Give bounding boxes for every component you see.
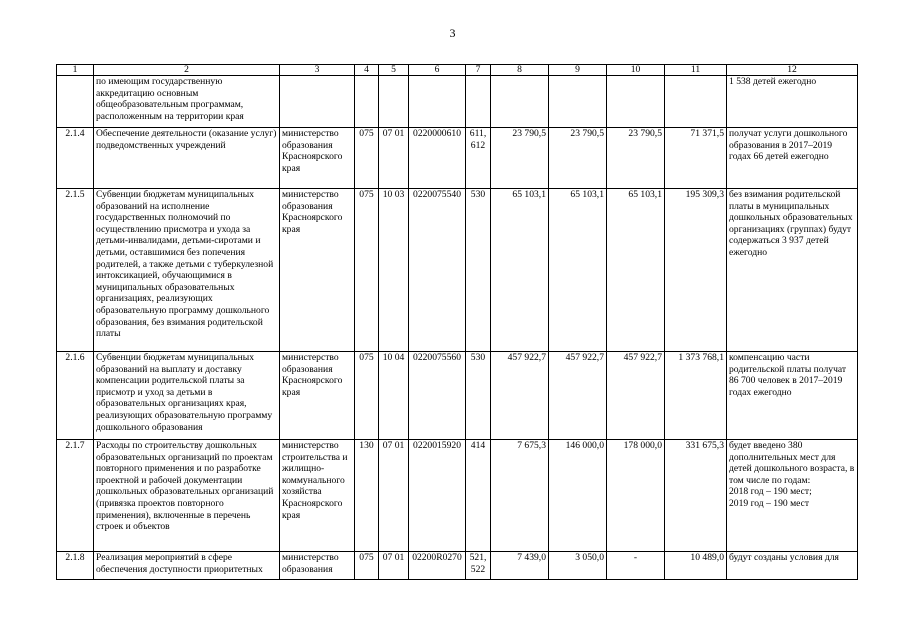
amount-year-3: - [607, 552, 665, 580]
amount-year-2: 3 050,0 [549, 552, 607, 580]
expected-result: будут созданы условия для [727, 552, 858, 580]
table-row [57, 352, 858, 440]
column-number-cell: 6 [409, 65, 466, 76]
measure-description: Обеспечение деятельности (оказание услуг) подведомственных учреждений [94, 128, 280, 189]
target-article-code: 0220000610 [409, 128, 466, 189]
expected-result: компенсацию части родительской платы получат 86 700 человек в 2017–2019 годах ежегодно [727, 352, 858, 440]
amount-year-1: 65 103,1 [491, 189, 549, 352]
page-number: 3 [449, 26, 456, 40]
ministry-code: 075 [355, 189, 379, 352]
amount-total: 1 373 768,1 [665, 352, 727, 440]
section-code: 07 01 [379, 440, 409, 552]
column-number-cell: 1 [57, 65, 94, 76]
table-row [57, 128, 858, 189]
expected-result: без взимания родительской платы в муниципальных дошкольных образовательных организациях (группах) будут содержаться 3 937 детей ежегодно [727, 189, 858, 352]
column-number-cell: 11 [665, 65, 727, 76]
amount-total: 10 489,0 [665, 552, 727, 580]
measure-number [57, 76, 94, 128]
expense-type-code: 521, 522 [466, 552, 491, 580]
expected-result: 1 538 детей ежегодно [727, 76, 858, 128]
table-row [57, 552, 858, 580]
column-numbers-row [57, 65, 858, 76]
target-article-code: 0220075540 [409, 189, 466, 352]
target-article-code: 0220075560 [409, 352, 466, 440]
column-number-cell: 10 [607, 65, 665, 76]
responsible-body: министерство образования Красноярского края [280, 128, 355, 189]
target-article-code: 0220015920 [409, 440, 466, 552]
amount-year-3: 457 922,7 [607, 352, 665, 440]
column-number-cell: 4 [355, 65, 379, 76]
amount-year-1: 457 922,7 [491, 352, 549, 440]
column-number-cell: 2 [94, 65, 280, 76]
column-number-cell: 3 [280, 65, 355, 76]
measure-description: Субвенции бюджетам муниципальных образований на исполнение государственных полномочий по осуществлению присмотра и ухода за детьми-инвалидами, детьми-сиротами и детьми, оставшимися без попечения родителей, а также детьми с туберкулезной интоксикацией, обучающимися в муниципальных образовательных организациях, реализующих образовательную программу дошкольного образования, без взимания родительской платы [94, 189, 280, 352]
column-number-cell: 9 [549, 65, 607, 76]
ministry-code: 075 [355, 128, 379, 189]
amount-year-3: 178 000,0 [607, 440, 665, 552]
measure-number: 2.1.5 [57, 189, 94, 352]
amount-year-1: 7 439,0 [491, 552, 549, 580]
section-code: 07 01 [379, 552, 409, 580]
measure-description: Расходы по строительству дошкольных образовательных организаций по проектам повторного применения и по разработке проектной и рабочей документации дошкольных образовательных организаций (привязка проектов повторного применения), включенные в перечень строек и объектов [94, 440, 280, 552]
responsible-body: министерство строительства и жилищно-коммунального хозяйства Красноярского края [280, 440, 355, 552]
table-row [57, 76, 858, 128]
amount-year-1 [491, 76, 549, 128]
target-article-code: 02200R0270 [409, 552, 466, 580]
ministry-code: 075 [355, 352, 379, 440]
amount-year-3: 23 790,5 [607, 128, 665, 189]
section-code: 07 01 [379, 128, 409, 189]
table-row [57, 440, 858, 552]
measure-description: Субвенции бюджетам муниципальных образований на выплату и доставку компенсации родительской платы за присмотр и уход за детьми в образовательных организациях края, реализующих образовательную программу дошкольного образования [94, 352, 280, 440]
amount-year-1: 23 790,5 [491, 128, 549, 189]
ministry-code [355, 76, 379, 128]
column-number-cell: 8 [491, 65, 549, 76]
ministry-code: 130 [355, 440, 379, 552]
target-article-code [409, 76, 466, 128]
amount-year-2: 146 000,0 [549, 440, 607, 552]
amount-year-2: 23 790,5 [549, 128, 607, 189]
ministry-code: 075 [355, 552, 379, 580]
amount-year-3: 65 103,1 [607, 189, 665, 352]
amount-year-2: 65 103,1 [549, 189, 607, 352]
expense-type-code: 530 [466, 352, 491, 440]
measure-number: 2.1.8 [57, 552, 94, 580]
amount-year-1: 7 675,3 [491, 440, 549, 552]
amount-year-3 [607, 76, 665, 128]
amount-total [665, 76, 727, 128]
measure-description: Реализация мероприятий в сфере обеспечения доступности приоритетных [94, 552, 280, 580]
responsible-body: министерство образования [280, 552, 355, 580]
expense-type-code: 611, 612 [466, 128, 491, 189]
column-number-cell: 7 [466, 65, 491, 76]
amount-total: 195 309,3 [665, 189, 727, 352]
expected-result: будет введено 380 дополнительных мест для детей дошкольного возраста, в том числе по годам: 2018 год – 190 мест; 2019 год – 190 мест [727, 440, 858, 552]
section-code [379, 76, 409, 128]
measure-description: по имеющим государственную аккредитацию основным общеобразовательным программам, расположенным на территории края [94, 76, 280, 128]
section-code: 10 03 [379, 189, 409, 352]
table-row [57, 189, 858, 352]
responsible-body: министерство образования Красноярского края [280, 189, 355, 352]
expense-type-code [466, 76, 491, 128]
measure-number: 2.1.6 [57, 352, 94, 440]
amount-year-2 [549, 76, 607, 128]
expected-result: получат услуги дошкольного образования в 2017–2019 годах 66 детей ежегодно [727, 128, 858, 189]
column-number-cell: 12 [727, 65, 858, 76]
amount-total: 331 675,3 [665, 440, 727, 552]
expense-type-code: 414 [466, 440, 491, 552]
measure-number: 2.1.7 [57, 440, 94, 552]
responsible-body [280, 76, 355, 128]
column-number-cell: 5 [379, 65, 409, 76]
measure-number: 2.1.4 [57, 128, 94, 189]
amount-year-2: 457 922,7 [549, 352, 607, 440]
program-measures-table [56, 64, 858, 580]
responsible-body: министерство образования Красноярского края [280, 352, 355, 440]
amount-total: 71 371,5 [665, 128, 727, 189]
expense-type-code: 530 [466, 189, 491, 352]
section-code: 10 04 [379, 352, 409, 440]
